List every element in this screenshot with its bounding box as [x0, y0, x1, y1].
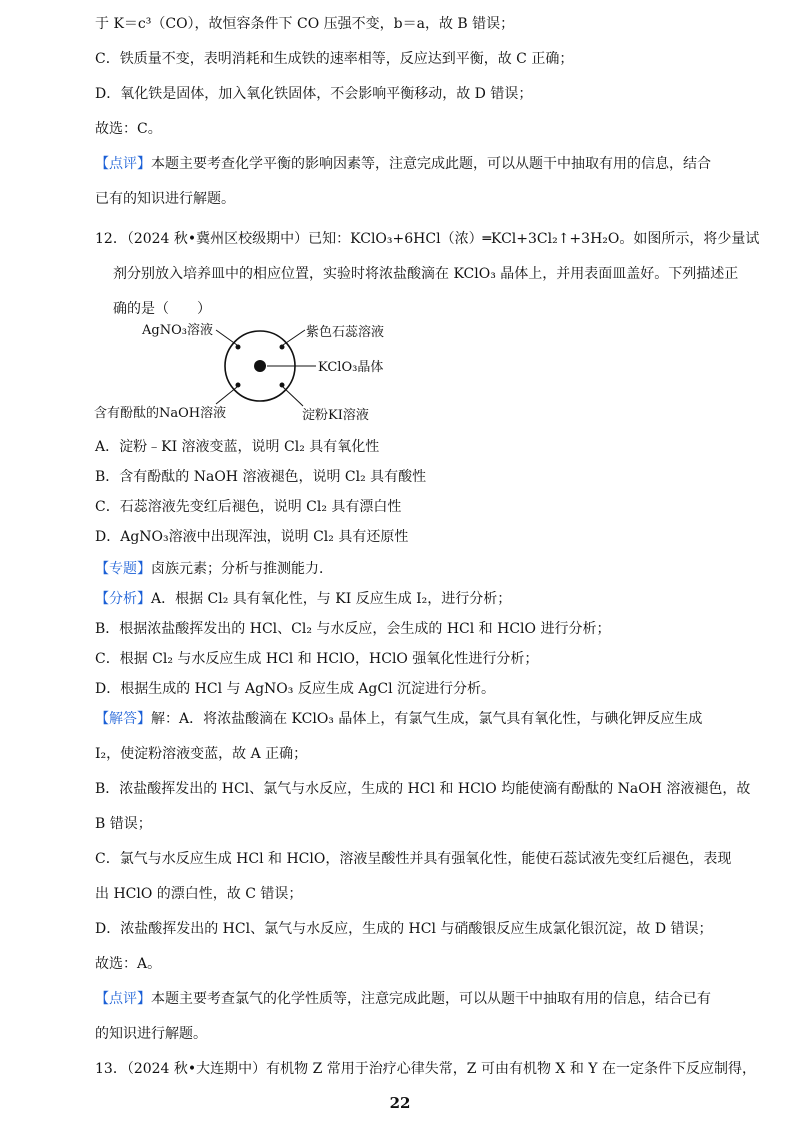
answer-line: 出 HClO 的漂白性，故 C 错误； — [95, 886, 303, 902]
comment-line: 的知识进行解题。 — [95, 1026, 207, 1042]
petri-dish-figure — [94, 312, 440, 426]
agno3-leader — [216, 330, 237, 345]
answer-line: D．浓盐酸挥发出的 HCl、氯气与水反应，生成的 HCl 与硝酸银反应生成氯化银沉淀，故 D 错误； — [95, 921, 713, 937]
analysis-text: A．根据 Cl₂ 具有氧化性，与 KI 反应生成 I₂，进行分析； — [151, 591, 512, 607]
kclo3-dot — [254, 360, 266, 372]
answer-text: 解：A．将浓盐酸滴在 KClO₃ 晶体上，有氯气生成，氯气具有氧化性，与碘化钾反应生成 — [151, 711, 703, 727]
option-a: A．淀粉﹣KI 溶液变蓝，说明 Cl₂ 具有氧化性 — [95, 439, 380, 455]
option-c: C．石蕊溶液先变红后褪色，说明 Cl₂ 具有漂白性 — [95, 499, 402, 515]
ki-label: 淀粉KI溶液 — [302, 408, 369, 423]
text-line: 已有的知识进行解题。 — [95, 191, 235, 207]
agno3-dot — [236, 345, 241, 350]
question-12-stem-line — [95, 229, 759, 249]
option-d: D．AgNO₃溶液中出现浑浊，说明 Cl₂ 具有还原性 — [95, 529, 409, 545]
comment-tag: 【点评】 — [95, 991, 151, 1007]
comment-line — [95, 154, 711, 174]
agno3-label: AgNO₃溶液 — [142, 323, 213, 338]
analysis-tag: 【分析】 — [95, 591, 151, 607]
ki-dot — [280, 383, 285, 388]
answer-line: C．氯气与水反应生成 HCl 和 HClO，溶液呈酸性并具有强氧化性，能使石蕊试液先变红后褪色，表现 — [95, 851, 732, 867]
text-line: 于 K＝c³（CO），故恒容条件下 CO 压强不变，b＝a，故 B 错误； — [95, 16, 515, 32]
option-b: B．含有酚酞的 NaOH 溶液褪色，说明 Cl₂ 具有酸性 — [95, 469, 427, 485]
question-stem: （2024 秋•大连期中）有机物 Z 常用于治疗心律失常，Z 可由有机物 X 和 Y 在一定条件下反应制得， — [126, 1061, 756, 1077]
question-stem-line: 确的是（ ） — [113, 301, 211, 317]
comment-line — [95, 989, 711, 1009]
answer-line: B．浓盐酸挥发出的 HCl、氯气与水反应，生成的 HCl 和 HClO 均能使滴有酚酞的 NaOH 溶液褪色，故 — [95, 781, 751, 797]
text-line: 故选：C。 — [95, 121, 162, 137]
litmus-label: 紫色石蕊溶液 — [306, 325, 385, 340]
comment-text: 本题主要考查氯气的化学性质等，注意完成此题，可以从题干中抽取有用的信息，结合已有 — [151, 991, 711, 1007]
analysis-line: B．根据浓盐酸挥发出的 HCl、Cl₂ 与水反应，会生成的 HCl 和 HClO 进行分析； — [95, 621, 611, 637]
answer-tag: 【解答】 — [95, 711, 151, 727]
litmus-dot — [280, 345, 285, 350]
litmus-leader — [283, 330, 305, 345]
text-line: D．氧化铁是固体，加入氧化铁固体，不会影响平衡移动，故 D 错误； — [95, 86, 533, 102]
answer-line — [95, 709, 702, 729]
ki-leader — [283, 387, 303, 406]
answer-line: B 错误； — [95, 816, 152, 832]
comment-text: 本题主要考查化学平衡的影响因素等，注意完成此题，可以从题干中抽取有用的信息，结合 — [151, 156, 711, 172]
analysis-line — [95, 589, 511, 609]
kclo3-label: KClO₃晶体 — [318, 360, 384, 375]
comment-tag: 【点评】 — [95, 156, 151, 172]
text-line: C．铁质量不变，表明消耗和生成铁的速率相等，反应达到平衡，故 C 正确； — [95, 51, 574, 67]
question-13-stem-line — [95, 1059, 756, 1079]
question-stem-line: 剂分别放入培养皿中的相应位置，实验时将浓盐酸滴在 KClO₃ 晶体上，并用表面皿盖好。下列描述正 — [113, 266, 739, 282]
naoh-dot — [236, 383, 241, 388]
question-number: 12． — [95, 231, 127, 247]
naoh-label: 含有酚酞的NaOH溶液 — [94, 406, 227, 421]
topic-tag: 【专题】 — [95, 561, 151, 577]
question-stem: （2024 秋•冀州区校级期中）已知：KClO₃+6HCl（浓）═KCl+3Cl₂↑+3H₂O。如图所示，将少量试 — [126, 231, 760, 247]
topic-text: 卤族元素；分析与推测能力． — [151, 561, 333, 577]
analysis-line: D．根据生成的 HCl 与 AgNO₃ 反应生成 AgCl 沉淀进行分析。 — [95, 681, 495, 697]
question-number: 13． — [95, 1061, 127, 1077]
answer-line: 故选：A。 — [95, 956, 162, 972]
analysis-line: C．根据 Cl₂ 与水反应生成 HCl 和 HClO，HClO 强氧化性进行分析； — [95, 651, 539, 667]
topic-line — [95, 559, 333, 579]
answer-line: I₂，使淀粉溶液变蓝，故 A 正确； — [95, 746, 308, 762]
page-number: 22 — [389, 1094, 411, 1112]
